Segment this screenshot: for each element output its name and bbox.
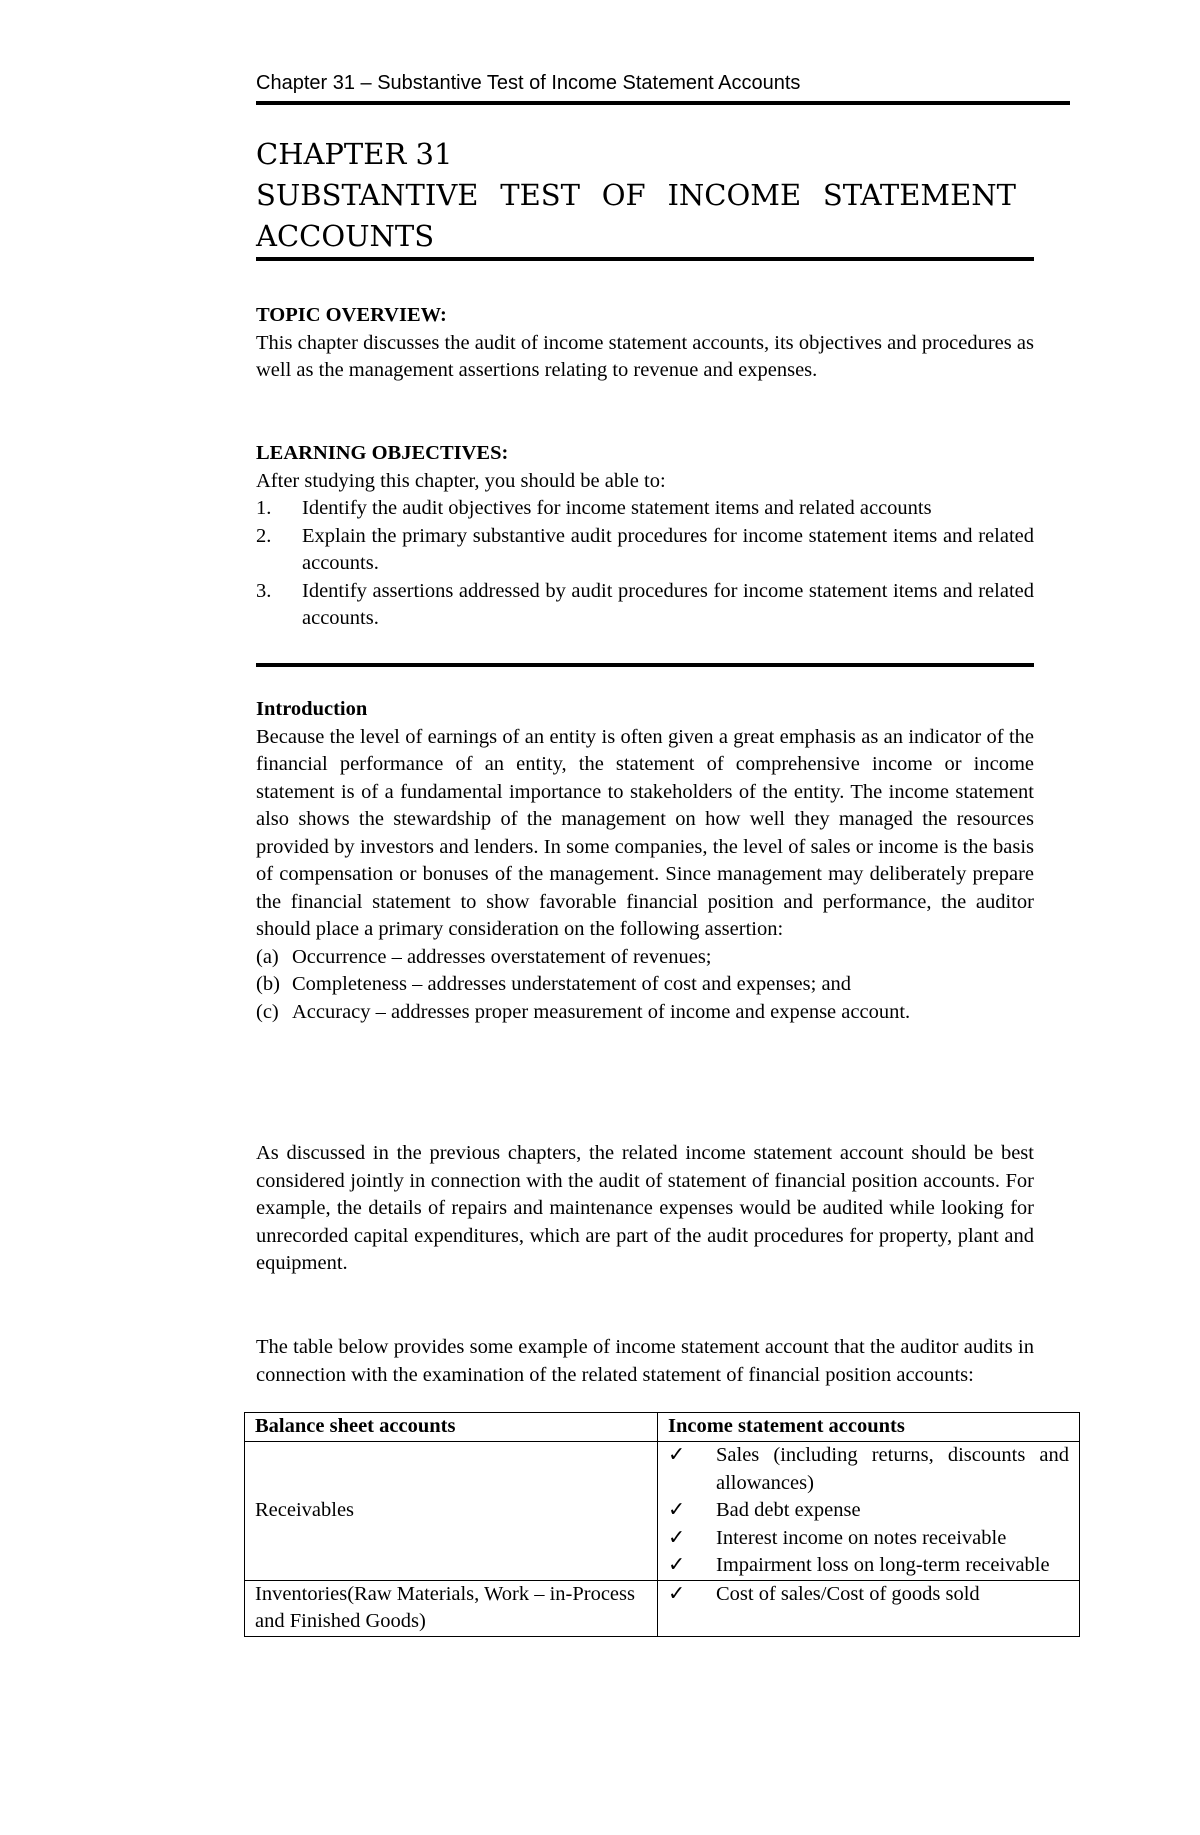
chapter-title bbox=[256, 134, 1036, 257]
title-word: OF bbox=[601, 178, 646, 212]
objective-text: Identify the audit objectives for income statement items and related accounts bbox=[302, 497, 932, 519]
assertion-text: Occurrence – addresses overstatement of revenues; bbox=[292, 945, 712, 968]
income-item-text: Interest income on notes receivable bbox=[716, 1526, 1007, 1549]
chapter-title-line-3: ACCOUNTS bbox=[256, 219, 435, 253]
table-row bbox=[245, 1580, 1080, 1636]
introduction-paragraph: Because the level of earnings of an entity is often given a great emphasis as an indicator of the financial performance of an entity, the statement of comprehensive income or income statement is of a fundamental importance to stakeholders of the entity. The income statement also shows the stewardship of the management on how well they managed the resources provided by investors and lenders. In some companies, the level of sales or income is the basis of compensation or bonuses of the management. Since management may deliberately prepare the financial statement to show favorable financial position and performance, the auditor should place a primary consideration on the following assertion: bbox=[256, 725, 1034, 940]
objective-item bbox=[256, 495, 1034, 523]
balance-cell: Inventories(Raw Materials, Work – in-Process and Finished Goods) bbox=[245, 1580, 658, 1636]
income-list bbox=[668, 1581, 1069, 1609]
objectives-rule bbox=[256, 663, 1034, 667]
checkmark-icon: ✓ bbox=[668, 1499, 686, 1521]
income-list bbox=[668, 1442, 1069, 1580]
objective-item bbox=[256, 523, 1034, 578]
assertion-item bbox=[256, 944, 1034, 972]
title-word: SUBSTANTIVE bbox=[256, 178, 479, 212]
header-rule bbox=[256, 101, 1070, 105]
title-word: INCOME bbox=[667, 178, 802, 212]
objective-number: 3. bbox=[256, 579, 272, 602]
topic-overview-text: This chapter discusses the audit of income statement accounts, its objectives and procedures as well as the management assertions relating to revenue and expenses. bbox=[256, 331, 1034, 381]
title-word: STATEMENT bbox=[822, 178, 1016, 212]
assertion-item bbox=[256, 999, 1034, 1027]
income-item bbox=[668, 1525, 1069, 1553]
income-item-text: Sales (including returns, discounts and allowances) bbox=[716, 1444, 1069, 1494]
balance-cell: Receivables bbox=[245, 1442, 658, 1581]
assertion-item bbox=[256, 971, 1034, 999]
table-header-row bbox=[245, 1413, 1080, 1442]
checkmark-icon: ✓ bbox=[668, 1582, 686, 1605]
chapter-title-line-2 bbox=[256, 175, 1016, 216]
table-row bbox=[245, 1442, 1080, 1581]
income-cell bbox=[658, 1442, 1080, 1581]
column-header-balance: Balance sheet accounts bbox=[245, 1413, 658, 1442]
checkmark-icon: ✓ bbox=[668, 1526, 686, 1549]
introduction-paragraph-2: As discussed in the previous chapters, the related income statement account should be best considered jointly in connection with the audit of statement of financial position accounts. For example, the details of repairs and maintenance expenses would be audited while looking for unrecorded capital expenditures, which are part of the audit procedures for property, plant and equipment. bbox=[256, 1142, 1034, 1274]
assertion-label: (b) bbox=[256, 973, 280, 995]
income-item bbox=[668, 1581, 1069, 1609]
income-item-text: Cost of sales/Cost of goods sold bbox=[716, 1582, 980, 1605]
checkmark-icon: ✓ bbox=[668, 1554, 686, 1576]
income-item-text: Bad debt expense bbox=[716, 1499, 861, 1521]
income-item bbox=[668, 1497, 1069, 1525]
income-cell bbox=[658, 1580, 1080, 1636]
objective-number: 1. bbox=[256, 497, 272, 519]
objective-text: Identify assertions addressed by audit procedures for income statement items and related accounts. bbox=[302, 579, 1034, 629]
introduction-paragraph-3: The table below provides some example of income statement account that the auditor audits in connection with the examination of the related statement of financial position accounts: bbox=[256, 1336, 1034, 1386]
income-item bbox=[668, 1552, 1069, 1580]
title-rule bbox=[256, 257, 1034, 261]
assertion-text: Accuracy – addresses proper measurement of income and expense account. bbox=[292, 1000, 911, 1023]
introduction-section bbox=[256, 696, 1034, 1026]
objective-item bbox=[256, 578, 1034, 633]
objective-text: Explain the primary substantive audit procedures for income statement items and related accounts. bbox=[302, 524, 1034, 574]
running-header: Chapter 31 – Substantive Test of Income Statement Accounts bbox=[256, 72, 801, 94]
income-item-text: Impairment loss on long-term receivable bbox=[716, 1554, 1050, 1576]
learning-objectives-intro: After studying this chapter, you should be able to: bbox=[256, 469, 666, 492]
learning-objectives bbox=[256, 440, 1034, 633]
checkmark-icon: ✓ bbox=[668, 1444, 686, 1466]
title-word: TEST bbox=[500, 178, 580, 212]
topic-overview-heading: TOPIC OVERVIEW: bbox=[256, 304, 447, 326]
assertion-label: (a) bbox=[256, 945, 279, 968]
introduction-heading: Introduction bbox=[256, 698, 368, 720]
objective-number: 2. bbox=[256, 524, 272, 547]
assertion-label: (c) bbox=[256, 1000, 279, 1023]
income-item bbox=[668, 1442, 1069, 1497]
chapter-number: CHAPTER 31 bbox=[256, 137, 453, 171]
topic-overview bbox=[256, 302, 1034, 385]
column-header-income: Income statement accounts bbox=[658, 1413, 1080, 1442]
learning-objectives-heading: LEARNING OBJECTIVES: bbox=[256, 442, 509, 464]
accounts-table bbox=[244, 1412, 1080, 1637]
assertion-text: Completeness – addresses understatement of cost and expenses; and bbox=[292, 973, 852, 995]
